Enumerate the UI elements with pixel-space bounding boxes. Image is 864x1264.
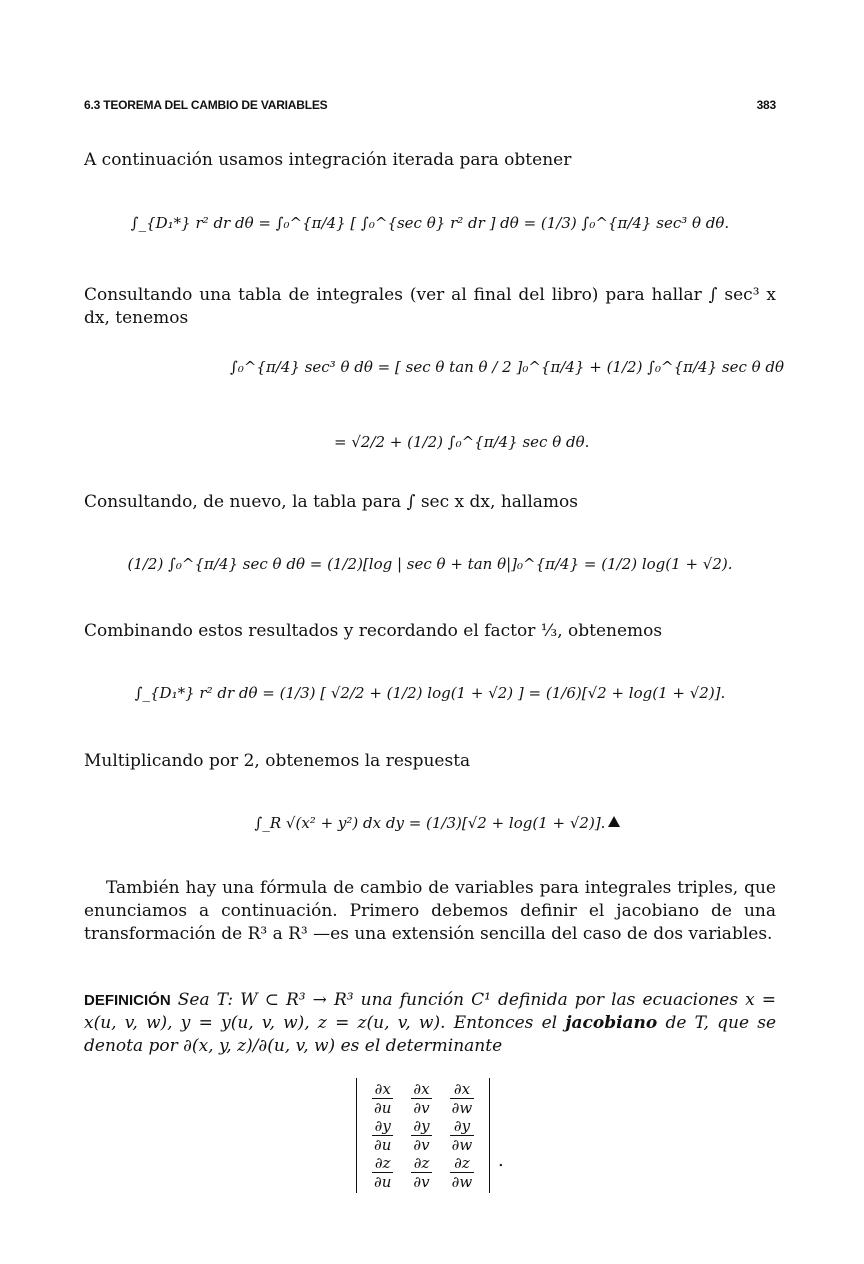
- jacobian-row: [363, 1154, 483, 1191]
- partial-fraction: $\frac{\partial z}{\partial v}$: [413, 1154, 430, 1191]
- jacobian-row: [363, 1117, 483, 1154]
- equation-sec-cubed: ∫₀^{π/4} sec³ θ dθ = [ sec θ tan θ / 2 ]₀^{π/4} + (1/2) ∫₀^{π/4} sec θ dθ: [230, 358, 785, 376]
- jacobian-row: [363, 1080, 483, 1117]
- partial-fraction: $\frac{\partial y}{\partial v}$: [413, 1117, 430, 1154]
- partial-fraction: $\frac{\partial y}{\partial w}$: [451, 1117, 473, 1154]
- paragraph-multiply: Multiplicando por 2, obtenemos la respuesta: [84, 751, 471, 771]
- partial-fraction: $\frac{\partial x}{\partial v}$: [413, 1080, 430, 1117]
- paragraph-table-again: Consultando, de nuevo, la tabla para ∫ sec x dx, hallamos: [84, 492, 578, 512]
- definition-bold-term: jacobiano: [565, 1013, 658, 1033]
- paragraph-intro: A continuación usamos integración iterada para obtener: [84, 150, 572, 170]
- definition-label: DEFINICIÓN: [84, 992, 171, 1009]
- paragraph-combining: Combinando estos resultados y recordando el factor ⅓, obtenemos: [84, 621, 663, 641]
- end-of-example-mark: [608, 816, 620, 827]
- equation-combined: ∫_{D₁*} r² dr dθ = (1/3) [ √2/2 + (1/2) log(1 + √2) ] = (1/6)[√2 + log(1 + √2)].: [134, 684, 726, 702]
- definition-text-start: Sea T: W ⊂ R³ → R³ una función C¹ definida por las ecuaciones x = x(u, v, w), y = y(u, v, w), z = z(u, v, w). Entonces el: [84, 990, 776, 1033]
- determinant-period: .: [498, 1150, 504, 1171]
- partial-fraction: $\frac{\partial y}{\partial u}$: [374, 1117, 392, 1154]
- definition-jacobian: [84, 989, 776, 1058]
- paragraph-triple-integrals: También hay una fórmula de cambio de variables para integrales triples, que enunciamos a continuación. Primero debemos definir el jacobiano de una transformación de R³ a R³ —es una extensión sencilla del caso de dos variables.: [84, 878, 776, 944]
- equation-iterated-integral: ∫_{D₁*} r² dr dθ = ∫₀^{π/4} [ ∫₀^{sec θ} r² dr ] dθ = (1/3) ∫₀^{π/4} sec³ θ dθ.: [130, 214, 730, 232]
- partial-fraction: $\frac{\partial z}{\partial u}$: [374, 1154, 392, 1191]
- equation-final-answer: ∫_R √(x² + y²) dx dy = (1/3)[√2 + log(1 + √2)].: [254, 814, 606, 832]
- jacobian-determinant: [356, 1078, 490, 1193]
- partial-fraction: $\frac{\partial x}{\partial w}$: [451, 1080, 473, 1117]
- page-number: 383: [756, 98, 776, 112]
- partial-fraction: $\frac{\partial z}{\partial w}$: [451, 1154, 473, 1191]
- equation-sec-integral: (1/2) ∫₀^{π/4} sec θ dθ = (1/2)[log | sec θ + tan θ|]₀^{π/4} = (1/2) log(1 + √2).: [127, 555, 733, 573]
- definition-text-end: de T, que se denota por ∂(x, y, z)/∂(u, v, w) es el determinante: [84, 1013, 777, 1056]
- running-head: [84, 98, 776, 118]
- equation-sec-cubed-result: = √2/2 + (1/2) ∫₀^{π/4} sec θ dθ.: [334, 433, 590, 451]
- partial-fraction: $\frac{\partial x}{\partial u}$: [374, 1080, 392, 1117]
- section-title: 6.3 TEOREMA DEL CAMBIO DE VARIABLES: [84, 98, 328, 112]
- paragraph-table-lookup: Consultando una tabla de integrales (ver al final del libro) para hallar ∫ sec³ x dx, tenemos: [84, 285, 776, 328]
